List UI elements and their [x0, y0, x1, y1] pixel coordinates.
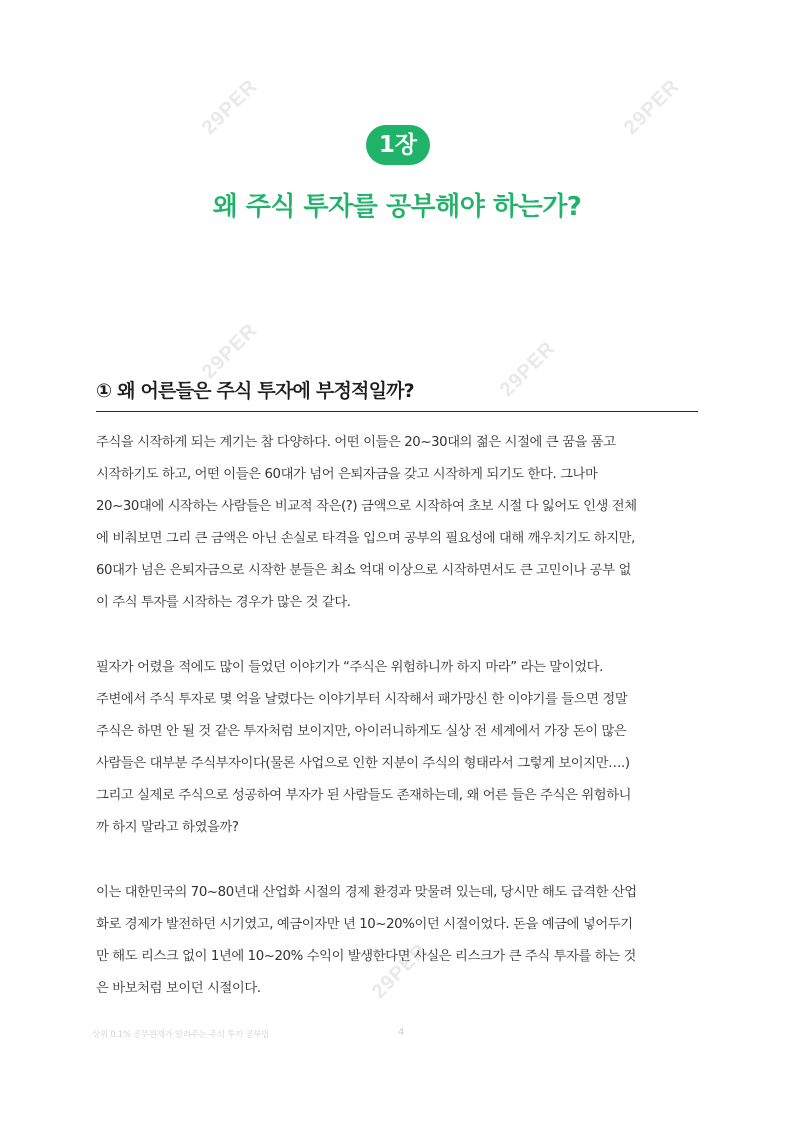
- paragraph-2: [96, 652, 706, 844]
- paragraph-line: 에 비춰보면 그리 큰 금액은 아닌 손실로 타격을 입으며 공부의 필요성에 대해 깨우치기도 하지만,: [96, 531, 635, 546]
- paragraph-line: 시작하기도 하고, 어떤 이들은 60대가 넘어 은퇴자금을 갖고 시작하게 되기도 한다. 그나마: [96, 467, 598, 482]
- paragraph-line: 은 바보처럼 보이던 시절이다.: [96, 981, 261, 996]
- paragraph-3: [96, 877, 706, 1005]
- paragraph-line: 그리고 실제로 주식으로 성공하여 부자가 된 사람들도 존재하는데, 왜 어른 들은 주식은 위험하니: [96, 788, 632, 803]
- watermark: 29PER: [495, 337, 560, 402]
- chapter-title: 왜 주식 투자를 공부해야 하는가?: [212, 192, 582, 222]
- section-heading: ① 왜 어른들은 주식 투자에 부정적일까?: [96, 380, 414, 402]
- watermark: 29PER: [197, 75, 262, 140]
- section-divider: [96, 411, 698, 412]
- paragraph-line: 20~30대에 시작하는 사람들은 비교적 작은(?) 금액으로 시작하여 초보 시절 다 잃어도 인생 전체: [96, 499, 637, 514]
- paragraph-line: 까 하지 말라고 하였을까?: [96, 820, 239, 835]
- watermark: 29PER: [367, 939, 432, 1004]
- paragraph-line: 60대가 넘은 은퇴자금으로 시작한 분들은 최소 억대 이상으로 시작하면서도 큰 고민이나 공부 없: [96, 563, 631, 578]
- watermark: 29PER: [619, 75, 684, 140]
- paragraph-1: [96, 427, 706, 619]
- footer-book-title: 상위 0.1% 공무원재가 알려주는 주식 투자 공부법: [92, 1030, 270, 1040]
- page-number: 4: [398, 1027, 405, 1038]
- paragraph-line: 주식은 하면 안 될 것 같은 투자처럼 보이지만, 아이러니하게도 실상 전 세계에서 가장 돈이 많은: [96, 724, 627, 739]
- paragraph-line: 사람들은 대부분 주식부자이다(물론 사업으로 인한 지분이 주식의 형태라서 그렇게 보이지만….): [96, 756, 630, 771]
- watermark: 29PER: [197, 319, 262, 384]
- paragraph-line: 이는 대한민국의 70~80년대 산업화 시절의 경제 환경과 맞물려 있는데, 당시만 해도 급격한 산업: [96, 885, 637, 900]
- paragraph-line: 만 해도 리스크 없이 1년에 10~20% 수익이 발생한다면 사실은 리스크가 큰 주식 투자를 하는 것: [96, 949, 636, 964]
- paragraph-line: 이 주식 투자를 시작하는 경우가 많은 것 같다.: [96, 595, 351, 610]
- paragraph-line: 화로 경제가 발전하던 시기였고, 예금이자만 년 10~20%이던 시절이었다. 돈을 예금에 넣어두기: [96, 917, 633, 932]
- paragraph-line: 필자가 어렸을 적에도 많이 들었던 이야기가 “주식은 위험하니까 하지 마라” 라는 말이었다.: [96, 660, 603, 675]
- paragraph-line: 주변에서 주식 투자로 몇 억을 날렸다는 이야기부터 시작해서 패가망신 한 이야기를 들으면 정말: [96, 692, 628, 707]
- chapter-badge: 1장: [366, 125, 430, 165]
- paragraph-line: 주식을 시작하게 되는 계기는 참 다양하다. 어떤 이들은 20~30대의 젊은 시절에 큰 꿈을 품고: [96, 435, 616, 450]
